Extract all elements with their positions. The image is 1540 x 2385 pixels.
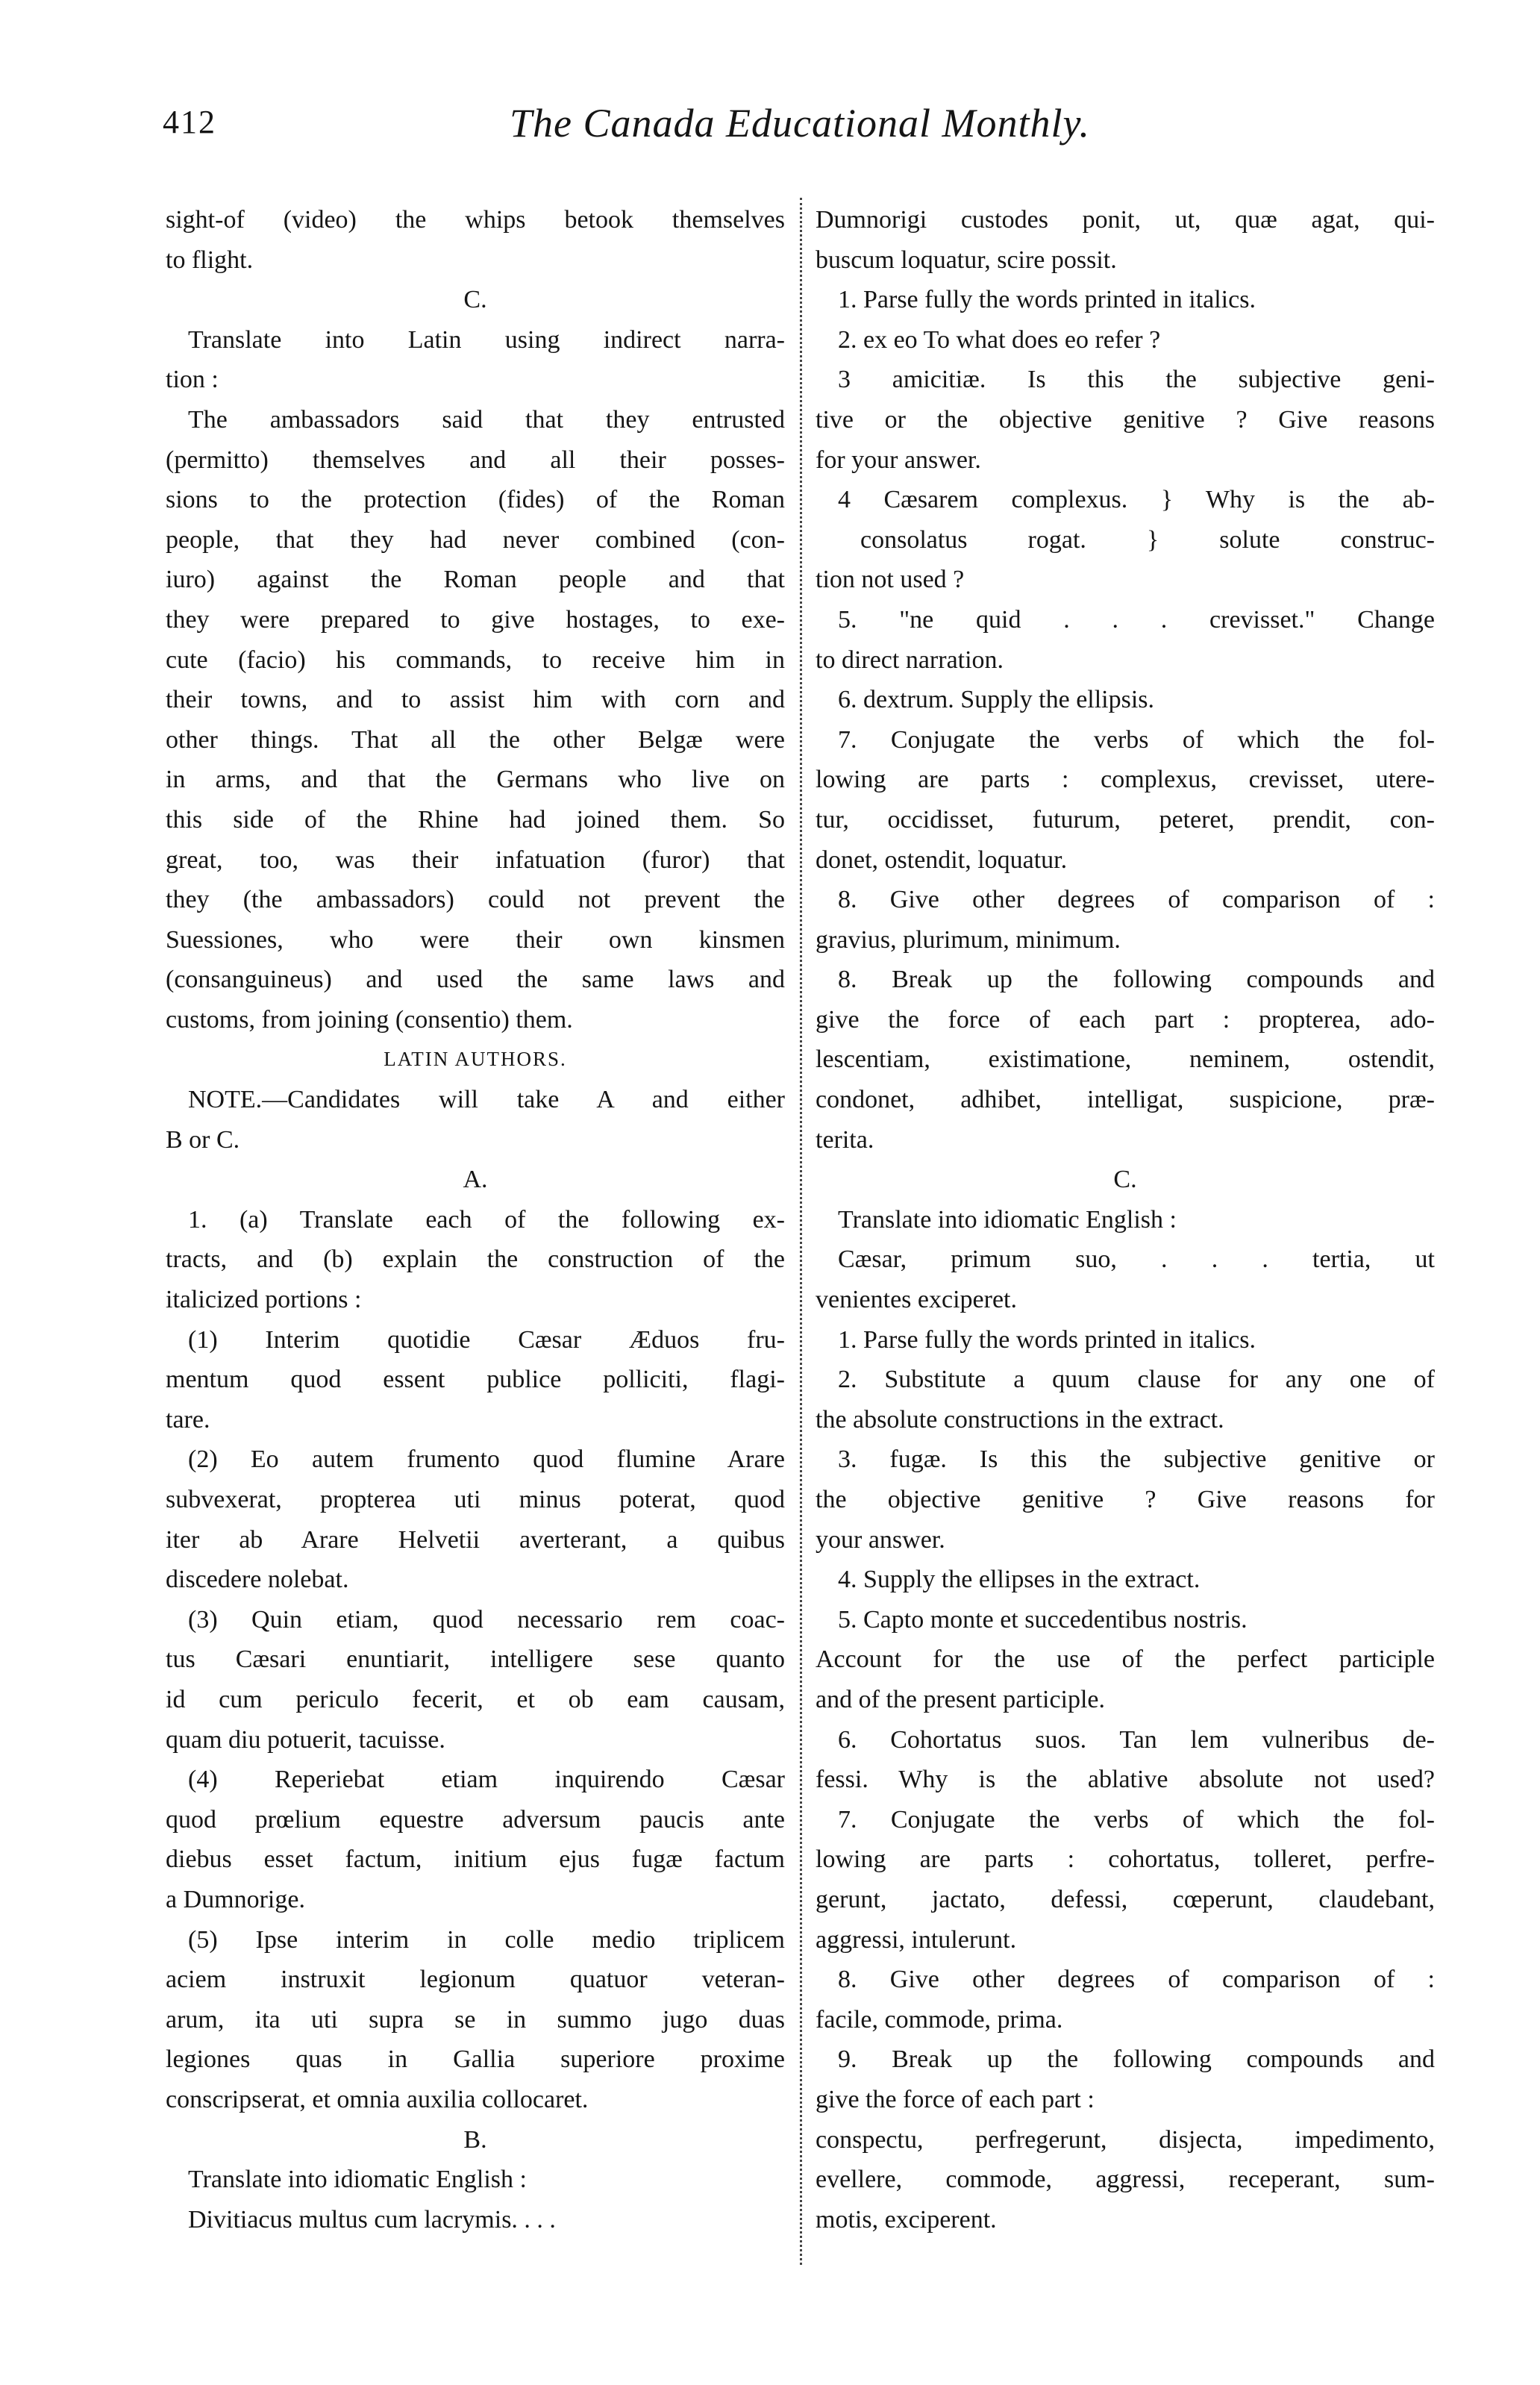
- right-column-text-line: Dumnorigi custodes ponit, ut, quæ agat, qui-: [816, 206, 1435, 234]
- right-column-text-line: 7. Conjugate the verbs of which the fol-: [838, 725, 1435, 754]
- column-divider: [800, 198, 802, 2265]
- left-column-text-line: this side of the Rhine had joined them. So: [166, 805, 785, 834]
- right-column-text-line: consolatus rogat. } solute construc-: [860, 525, 1435, 554]
- right-column-text-line: lescentiam, existimatione, neminem, ostendit,: [816, 1045, 1435, 1074]
- left-column-text-line: aciem instruxit legionum quatuor veteran-: [166, 1966, 785, 1994]
- left-column-text-line: The ambassadors said that they entrusted: [188, 405, 785, 434]
- left-column-text-line: 1. (a) Translate each of the following ex-: [188, 1205, 785, 1234]
- right-column-text-line: condonet, adhibet, intelligat, suspicione, præ-: [816, 1086, 1435, 1114]
- left-column-text-line: (3) Quin etiam, quod necessario rem coac-: [188, 1605, 785, 1634]
- page-number: 412: [163, 104, 216, 140]
- right-column-text-line: venientes exciperet.: [816, 1286, 1017, 1314]
- right-column-text-line: 1. Parse fully the words printed in italics.: [838, 1325, 1256, 1354]
- left-column-text-line: discedere nolebat.: [166, 1566, 349, 1594]
- right-column-text-line: 8. Give other degrees of comparison of :: [838, 886, 1435, 914]
- left-column-text-line: Divitiacus multus cum lacrymis. . . .: [188, 2205, 556, 2234]
- left-column-text-line: (consanguineus) and used the same laws and: [166, 966, 785, 994]
- right-column-text-line: 1. Parse fully the words printed in italics.: [838, 286, 1256, 314]
- left-column-text-line: sight-of (video) the whips betook themselves: [166, 206, 785, 234]
- left-column-text-line: they were prepared to give hostages, to exe-: [166, 605, 785, 634]
- right-column-text-line: give the force of each part : propterea, ado-: [816, 1005, 1435, 1034]
- left-column-text-line: italicized portions :: [166, 1286, 362, 1314]
- left-column-text-line: in arms, and that the Germans who live on: [166, 766, 785, 794]
- left-column-text-line: great, too, was their infatuation (furor) that: [166, 845, 785, 874]
- right-column-text-line: 8. Give other degrees of comparison of :: [838, 1966, 1435, 1994]
- left-column-text-line: A.: [463, 1166, 488, 1194]
- right-column-text-line: motis, exciperent.: [816, 2205, 997, 2234]
- right-column-text-line: lowing are parts : cohortatus, tolleret, perfre-: [816, 1845, 1435, 1874]
- right-column-text-line: 6. Cohortatus suos. Tan lem vulneribus de-: [838, 1725, 1435, 1754]
- left-column-text-line: (permitto) themselves and all their posses-: [166, 446, 785, 474]
- page-header: [163, 103, 1371, 163]
- right-column-text-line: terita.: [816, 1125, 874, 1154]
- right-column-text-line: 8. Break up the following compounds and: [838, 966, 1435, 994]
- right-column-text-line: 4. Supply the ellipses in the extract.: [838, 1566, 1201, 1594]
- left-column-text-line: id cum periculo fecerit, et ob eam causam,: [166, 1685, 785, 1713]
- left-column-text-line: tracts, and (b) explain the construction of the: [166, 1245, 785, 1274]
- right-column-text-line: Cæsar, primum suo, . . . tertia, ut: [838, 1245, 1435, 1274]
- left-column-text-line: iuro) against the Roman people and that: [166, 566, 785, 594]
- left-column-text-line: tus Cæsari enuntiarit, intelligere sese quanto: [166, 1645, 785, 1674]
- right-column-text-line: and of the present participle.: [816, 1685, 1106, 1713]
- right-column-text-line: 4 Cæsarem complexus. } Why is the ab-: [838, 486, 1435, 514]
- right-column-text-line: 3 amicitiæ. Is this the subjective geni-: [838, 366, 1435, 394]
- left-column-text-line: subvexerat, propterea uti minus poterat, quod: [166, 1486, 785, 1513]
- left-column-text-line: mentum quod essent publice polliciti, flagi-: [166, 1366, 785, 1394]
- right-column-text-line: 5. Capto monte et succedentibus nostris.: [838, 1605, 1248, 1634]
- left-column-text-line: (5) Ipse interim in colle medio triplicem: [188, 1925, 785, 1954]
- left-column-text-line: cute (facio) his commands, to receive him in: [166, 646, 785, 674]
- left-column-text-line: LATIN AUTHORS.: [384, 1048, 567, 1071]
- right-column-text-line: 2. ex eo To what does eo refer ?: [838, 325, 1161, 354]
- right-column-text-line: to direct narration.: [816, 646, 1004, 674]
- right-column-text-line: your answer.: [816, 1525, 945, 1554]
- left-column-text-line: legiones quas in Gallia superiore proxime: [166, 2045, 785, 2074]
- right-column-text-line: facile, commode, prima.: [816, 2005, 1063, 2034]
- left-column-text-line: other things. That all the other Belgæ were: [166, 725, 785, 754]
- right-column-text-line: gravius, plurimum, minimum.: [816, 925, 1121, 954]
- left-column-text-line: tare.: [166, 1405, 210, 1434]
- right-column-text-line: gerunt, jactato, defessi, cœperunt, claudebant,: [816, 1885, 1435, 1913]
- right-column-text-line: tur, occidisset, futurum, peteret, prendit, con-: [816, 805, 1435, 834]
- right-column-text-line: Account for the use of the perfect participle: [816, 1645, 1435, 1674]
- right-column-text-line: give the force of each part :: [816, 2085, 1095, 2113]
- left-column-text-line: to flight.: [166, 246, 254, 274]
- right-column-text-line: 9. Break up the following compounds and: [838, 2045, 1435, 2074]
- left-column-text-line: conscripserat, et omnia auxilia collocaret.: [166, 2085, 589, 2113]
- right-column-text-line: the objective genitive ? Give reasons for: [816, 1486, 1435, 1513]
- left-column-text-line: diebus esset factum, initium ejus fugæ factum: [166, 1845, 785, 1874]
- right-column-text-line: tion not used ?: [816, 566, 965, 594]
- left-column-text-line: sions to the protection (fides) of the Roman: [166, 486, 785, 514]
- right-column-text-line: Translate into idiomatic English :: [838, 1205, 1177, 1234]
- left-column-text-line: B or C.: [166, 1125, 240, 1154]
- left-column-text-line: their towns, and to assist him with corn and: [166, 686, 785, 714]
- right-column-text-line: C.: [1113, 1166, 1137, 1194]
- left-column-text-line: tion :: [166, 366, 219, 394]
- right-column-text-line: lowing are parts : complexus, crevisset, utere-: [816, 766, 1435, 794]
- right-column-text-line: conspectu, perfregerunt, disjecta, impedimento,: [816, 2125, 1435, 2154]
- left-column-text-line: (1) Interim quotidie Cæsar Æduos fru-: [188, 1325, 785, 1354]
- left-column-text-line: (4) Reperiebat etiam inquirendo Cæsar: [188, 1766, 785, 1794]
- left-column: [166, 200, 785, 2239]
- left-column-text-line: a Dumnorige.: [166, 1885, 305, 1913]
- right-column-text-line: 7. Conjugate the verbs of which the fol-: [838, 1805, 1435, 1834]
- left-column-text-line: arum, ita uti supra se in summo jugo duas: [166, 2005, 785, 2034]
- right-column-text-line: evellere, commode, aggressi, receperant, sum-: [816, 2166, 1435, 2194]
- right-column-text-line: 2. Substitute a quum clause for any one of: [838, 1366, 1435, 1394]
- left-column-text-line: people, that they had never combined (con-: [166, 525, 785, 554]
- right-column-text-line: 5. "ne quid . . . crevisset." Change: [838, 605, 1435, 634]
- right-column-text-line: donet, ostendit, loquatur.: [816, 845, 1068, 874]
- right-column-text-line: the absolute constructions in the extract.: [816, 1405, 1224, 1434]
- running-title: The Canada Educational Monthly.: [510, 101, 1090, 146]
- left-column-text-line: Translate into idiomatic English :: [188, 2166, 527, 2194]
- left-column-text-line: quam diu potuerit, tacuisse.: [166, 1725, 445, 1754]
- left-column-text-line: Suessiones, who were their own kinsmen: [166, 925, 785, 954]
- right-column-text-line: buscum loquatur, scire possit.: [816, 246, 1117, 274]
- right-column-text-line: 3. fugæ. Is this the subjective genitive or: [838, 1445, 1435, 1474]
- left-column-text-line: NOTE.—Candidates will take A and either: [188, 1086, 785, 1114]
- left-column-text-line: (2) Eo autem frumento quod flumine Arare: [188, 1445, 785, 1474]
- left-column-text-line: iter ab Arare Helvetii averterant, a quibus: [166, 1525, 785, 1554]
- left-column-text-line: customs, from joining (consentio) them.: [166, 1005, 573, 1034]
- left-column-text-line: quod prœlium equestre adversum paucis ante: [166, 1805, 785, 1834]
- left-column-text-line: C.: [463, 286, 487, 314]
- right-column-text-line: 6. dextrum. Supply the ellipsis.: [838, 686, 1155, 714]
- right-column-text-line: for your answer.: [816, 446, 981, 474]
- right-column: [816, 200, 1435, 2239]
- left-column-text-line: B.: [463, 2125, 487, 2154]
- right-column-text-line: fessi. Why is the ablative absolute not used?: [816, 1766, 1435, 1794]
- left-column-text-line: they (the ambassadors) could not prevent the: [166, 886, 785, 914]
- left-column-text-line: Translate into Latin using indirect narra-: [188, 325, 785, 354]
- right-column-text-line: aggressi, intulerunt.: [816, 1925, 1017, 1954]
- right-column-text-line: tive or the objective genitive ? Give reasons: [816, 405, 1435, 434]
